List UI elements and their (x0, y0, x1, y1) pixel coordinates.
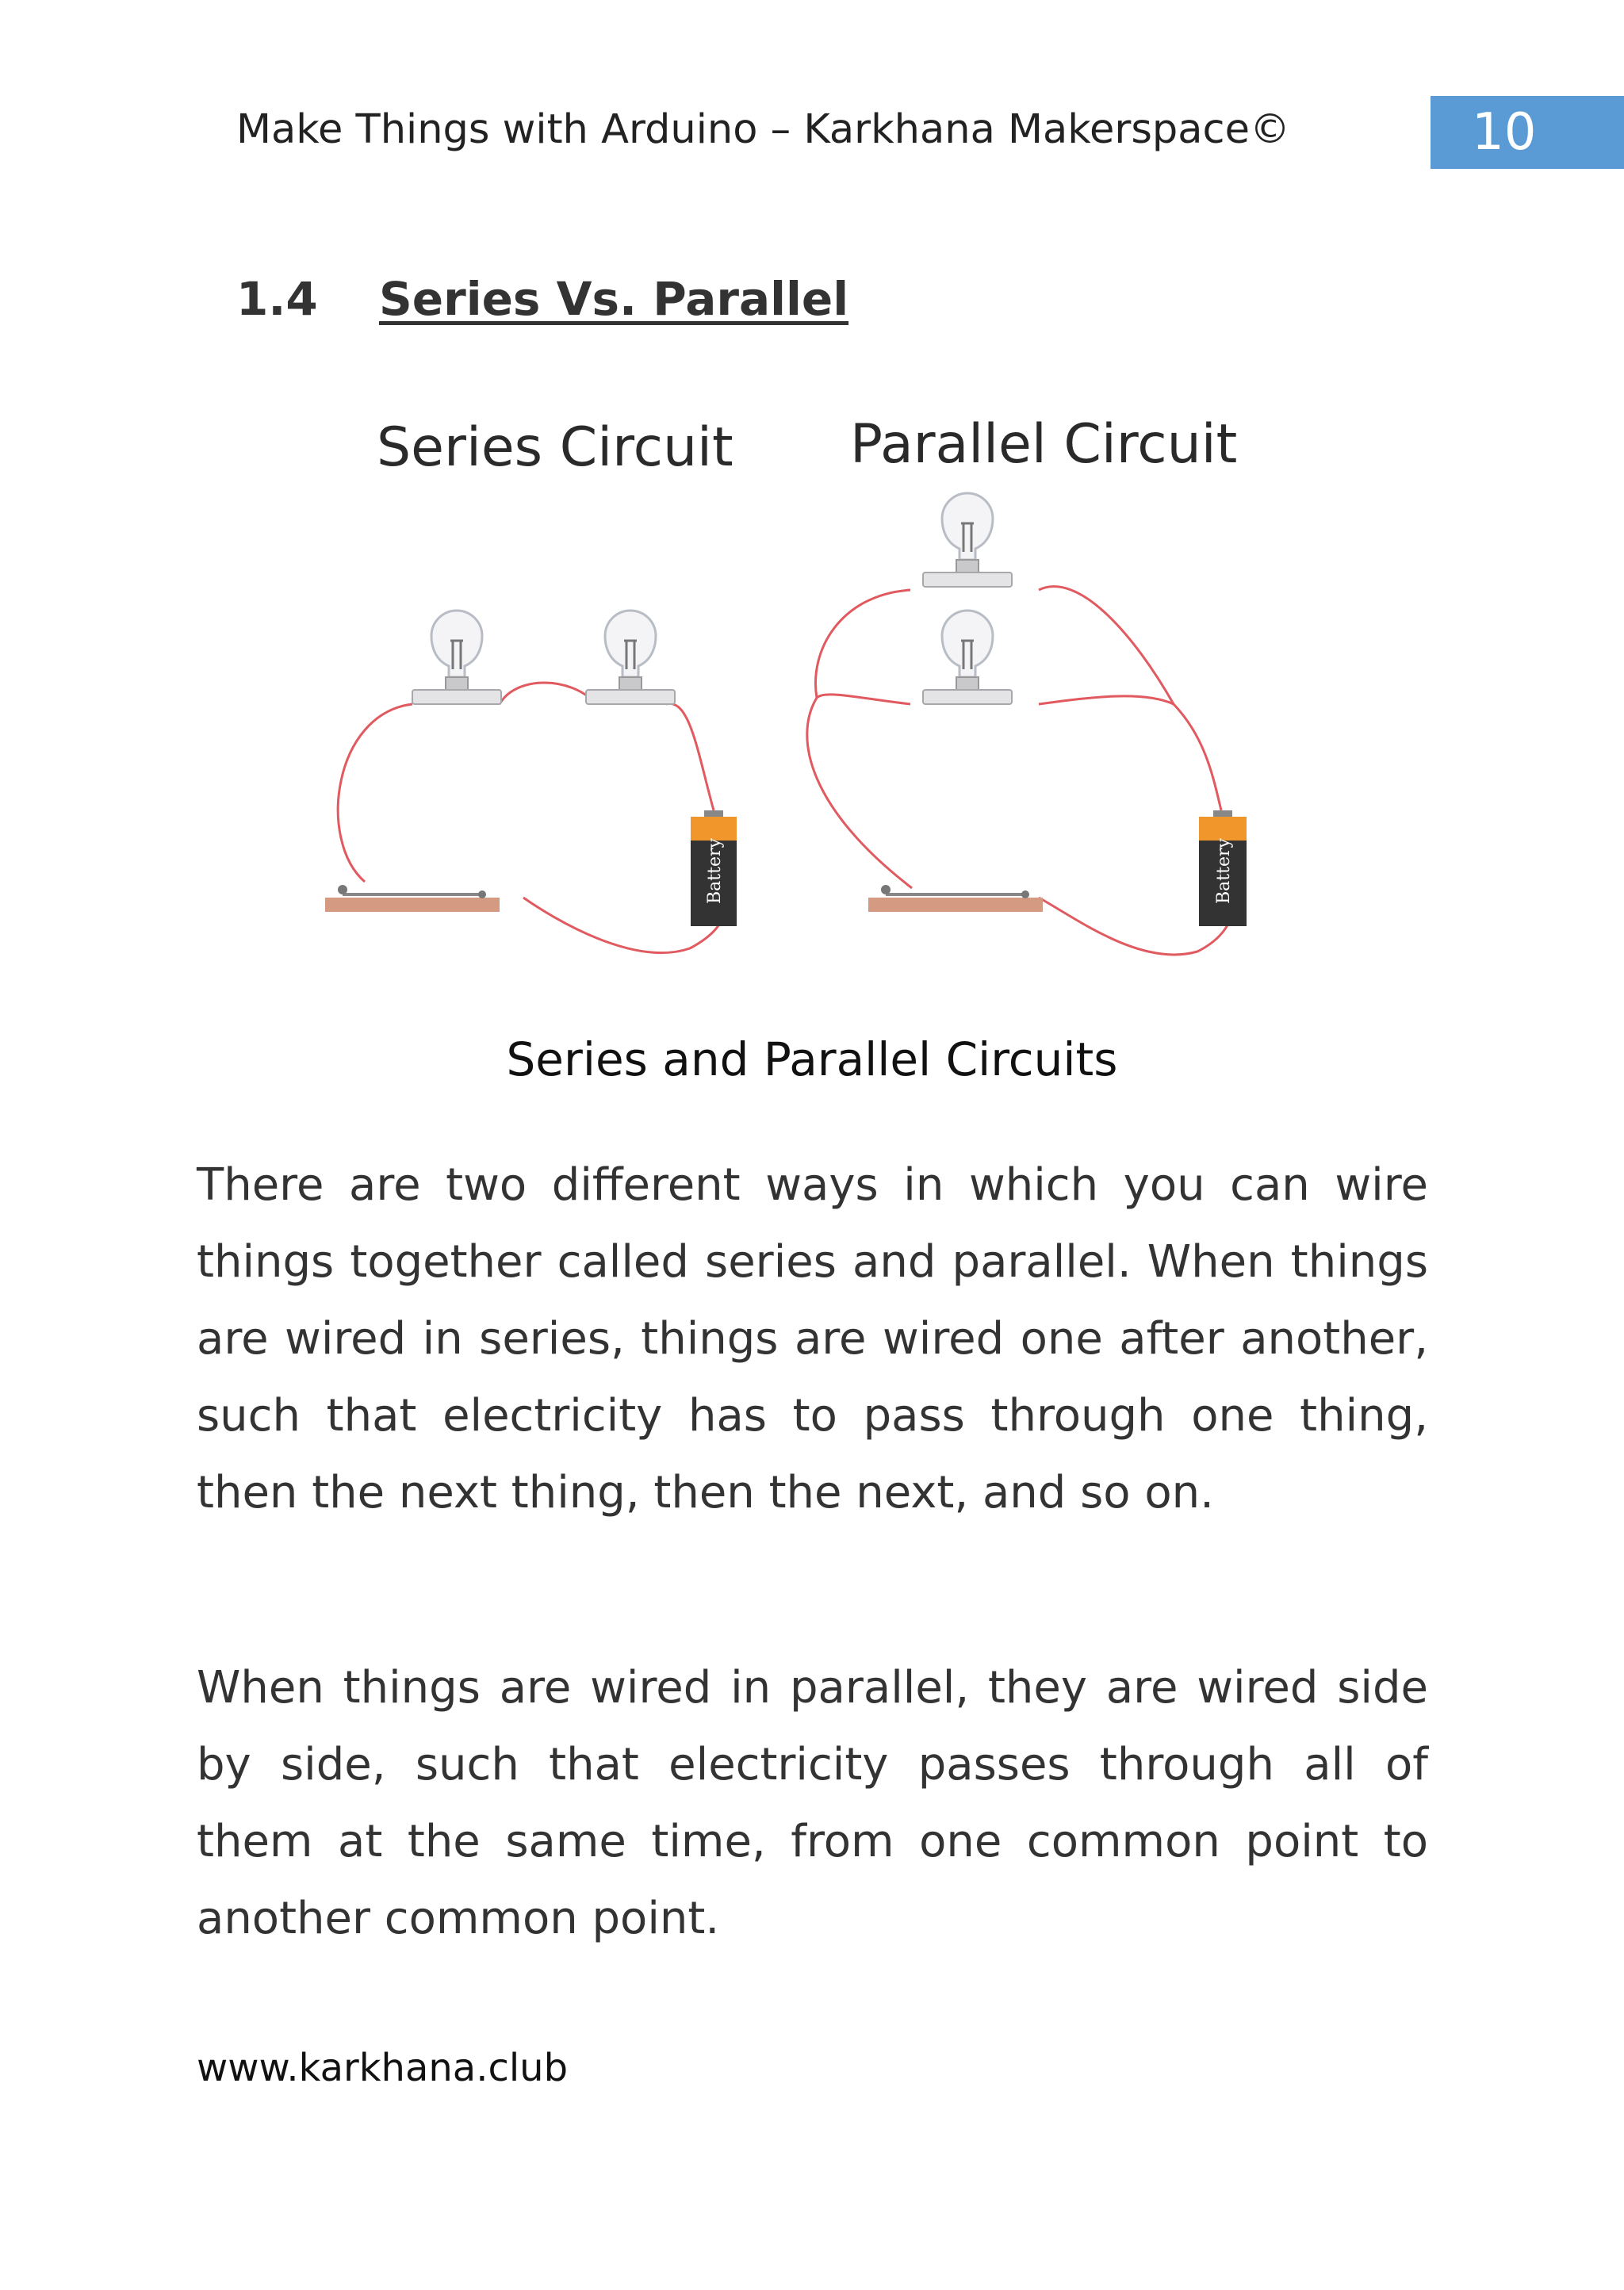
parallel-wire-top-left (815, 590, 910, 698)
parallel-battery-label: Battery (1214, 838, 1234, 904)
parallel-wire-mid-right (1039, 696, 1174, 704)
parallel-circuit (807, 493, 1247, 955)
circuit-diagram (301, 396, 1332, 999)
parallel-battery (1199, 810, 1247, 926)
body-paragraph-2: When things are wired in parallel, they are wired side by side, such that electricity passes through all of them at the same time, from one common point to another common point. (197, 1662, 1428, 1944)
parallel-wire-top-right (1039, 587, 1174, 704)
header-title: Make Things with Arduino – Karkhana Makerspace© (236, 106, 1290, 153)
parallel-bulb-1 (923, 493, 1012, 587)
page-number: 10 (1431, 96, 1624, 169)
section-title: Series Vs. Parallel (379, 272, 849, 326)
parallel-switch (868, 885, 1043, 912)
series-bulb-1 (412, 611, 501, 704)
series-bulb-2 (586, 611, 675, 704)
series-wire-middle (500, 683, 596, 704)
series-wire-left (338, 704, 412, 882)
parallel-circuit-label: Parallel Circuit (850, 413, 1238, 476)
circuit-figure (301, 396, 1332, 999)
footer-url[interactable]: www.karkhana.club (197, 2046, 569, 2090)
series-switch (325, 885, 500, 912)
body-paragraph-1: There are two different ways in which you can wire things together called series and parallel. When things are wired in series, things are wired one after another, such that electricity has to pass through one thing, then the next thing, then the next, and so on. (197, 1159, 1428, 1518)
section-number: 1.4 (236, 272, 318, 326)
series-battery-label: Battery (705, 838, 725, 904)
series-circuit (325, 611, 737, 953)
figure-caption: Series and Parallel Circuits (506, 1032, 1118, 1086)
parallel-wire-mid-left (817, 695, 910, 704)
series-circuit-label: Series Circuit (377, 416, 733, 479)
series-battery (691, 810, 737, 926)
parallel-wire-right (1174, 704, 1221, 810)
section-heading (236, 272, 848, 326)
series-wire-right (666, 703, 714, 810)
parallel-wire-left (807, 698, 912, 888)
parallel-bulb-2 (923, 611, 1012, 704)
